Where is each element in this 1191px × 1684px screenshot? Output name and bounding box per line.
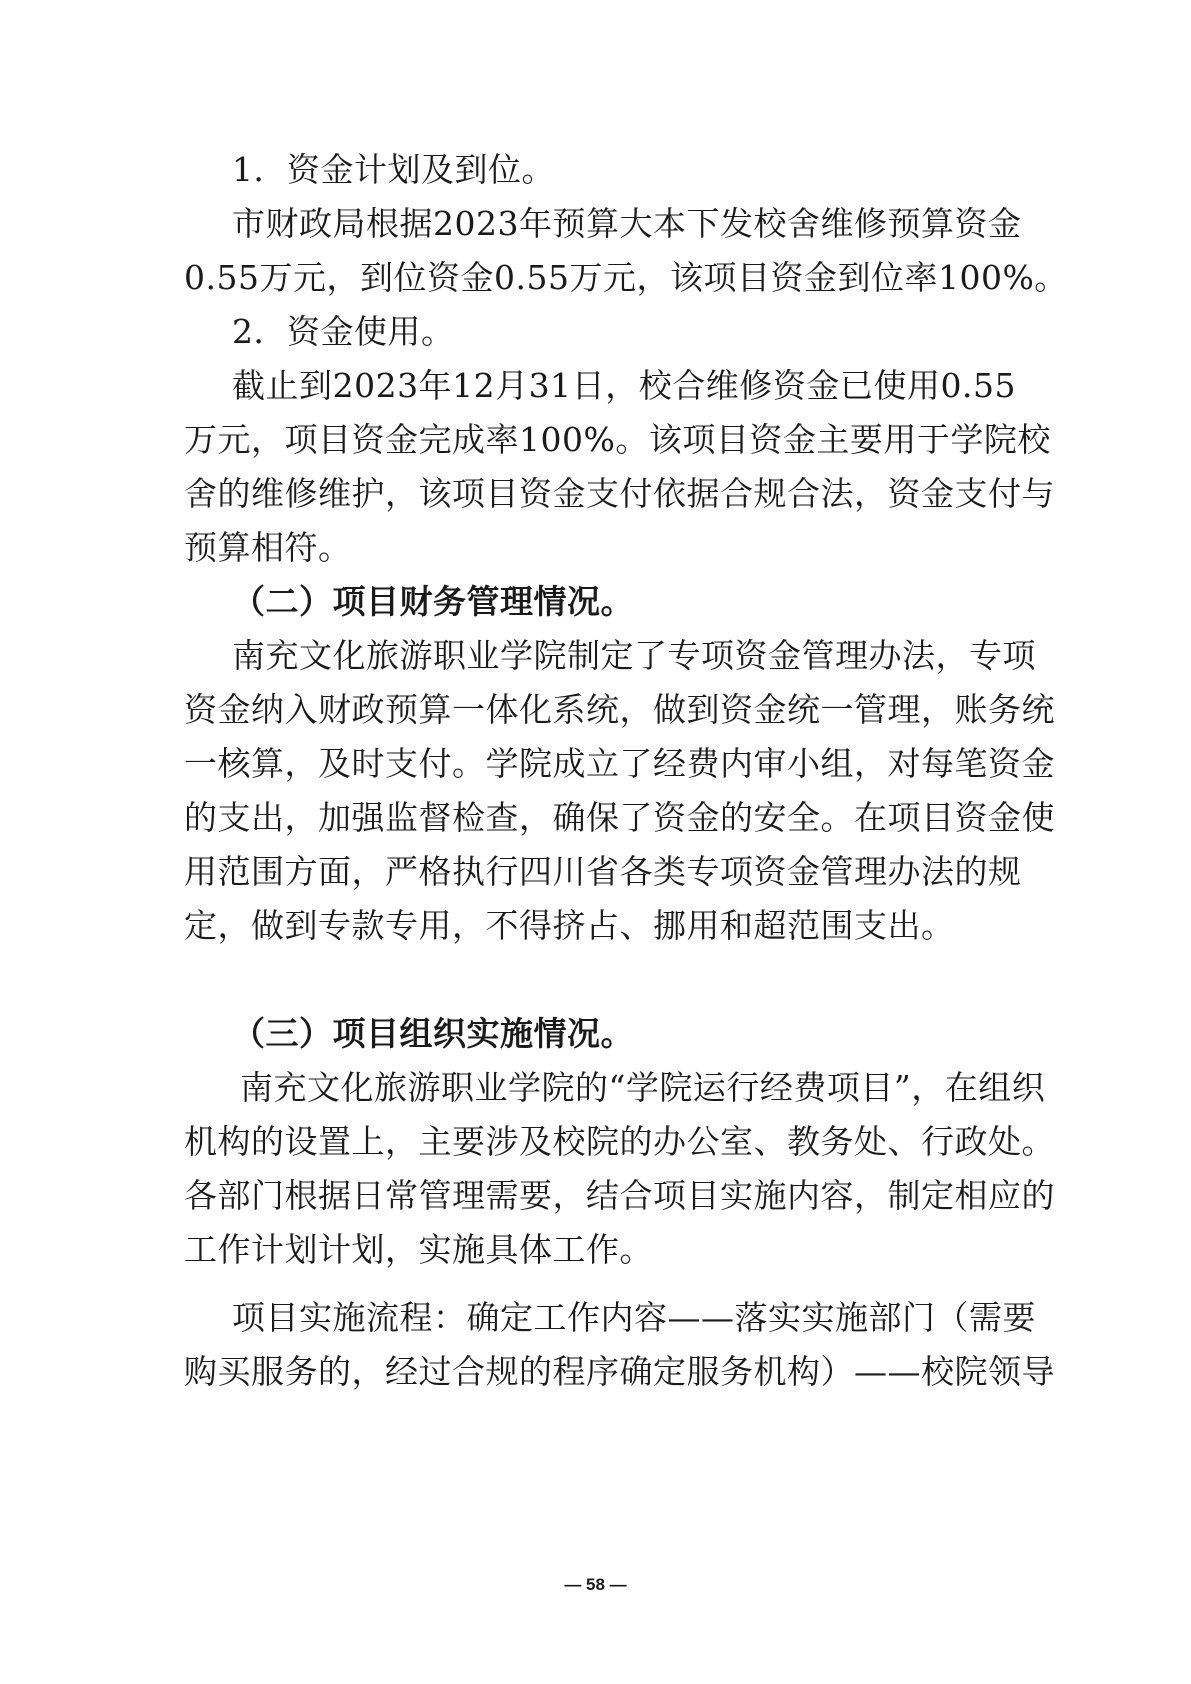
paragraph-line: 万元，项目资金完成率100%。该项目资金主要用于学院校: [184, 420, 1051, 459]
paragraph-line: 资金纳入财政预算一体化系统，做到资金统一管理，账务统: [184, 690, 1055, 729]
paragraph-line: 0.55万元，到位资金0.55万元，该项目资金到位率100%。: [184, 258, 1068, 297]
paragraph-line: 用范围方面，严格执行四川省各类专项资金管理办法的规: [184, 852, 1022, 891]
subheading-funding-use: 2．资金使用。: [232, 312, 455, 351]
paragraph-line: 一核算，及时支付。学院成立了经费内审小组，对每笔资金: [184, 744, 1055, 783]
paragraph-line: 南充文化旅游职业学院的“学院运行经费项目”，在组织: [240, 1068, 1046, 1107]
paragraph-line: 购买服务的，经过合规的程序确定服务机构）——校院领导: [184, 1352, 1055, 1391]
paragraph-line: 项目实施流程：确定工作内容——落实实施部门（需要: [232, 1298, 1036, 1337]
section-heading-financial-management: （二）项目财务管理情况。: [232, 582, 634, 621]
paragraph-line: 工作计划计划，实施具体工作。: [184, 1230, 653, 1269]
paragraph-line: 南充文化旅游职业学院制定了专项资金管理办法，专项: [232, 636, 1036, 675]
paragraph-line: 截止到2023年12月31日，校合维修资金已使用0.55: [232, 366, 1016, 405]
subheading-funding-plan: 1．资金计划及到位。: [232, 150, 555, 189]
paragraph-line: 各部门根据日常管理需要，结合项目实施内容，制定相应的: [184, 1176, 1055, 1215]
paragraph-line: 市财政局根据2023年预算大本下发校舍维修预算资金: [232, 204, 1022, 243]
paragraph-line: 舍的维修维护，该项目资金支付依据合规合法，资金支付与: [184, 474, 1055, 513]
paragraph-line: 预算相符。: [184, 528, 352, 567]
page-number: — 58 —: [564, 1575, 627, 1594]
section-heading-implementation: （三）项目组织实施情况。: [232, 1014, 634, 1053]
paragraph-line: 的支出，加强监督检查，确保了资金的安全。在项目资金使: [184, 798, 1055, 837]
paragraph-line: 定，做到专款专用，不得挤占、挪用和超范围支出。: [184, 906, 955, 945]
paragraph-line: 机构的设置上，主要涉及校院的办公室、教务处、行政处。: [184, 1122, 1055, 1161]
